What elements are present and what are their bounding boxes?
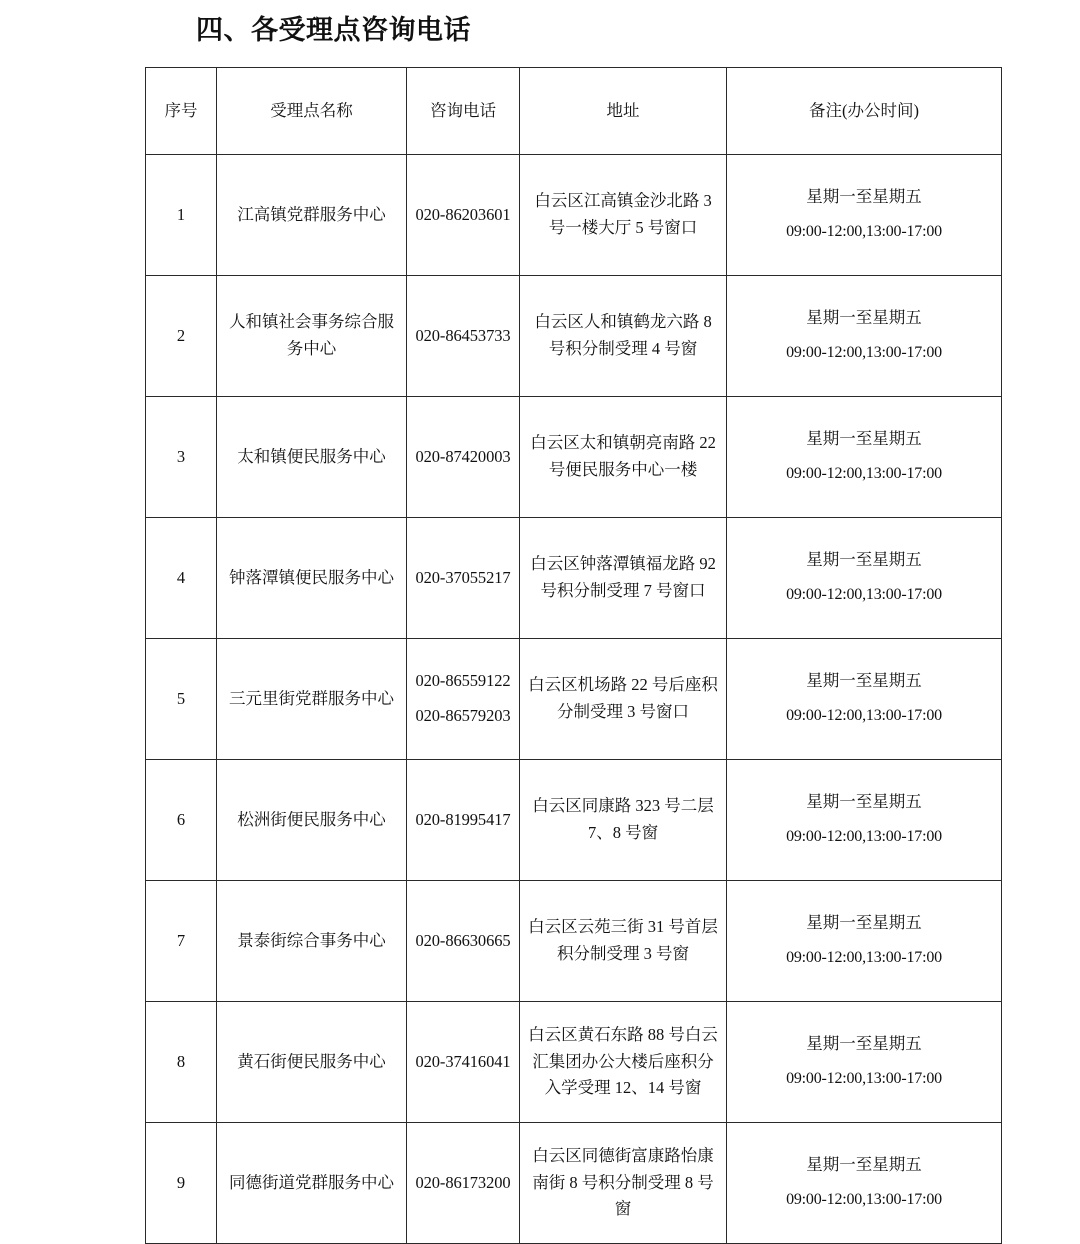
cell-address: 白云区同德街富康路怡康南街 8 号积分制受理 8 号窗 — [520, 1123, 727, 1244]
cell-address: 白云区黄石东路 88 号白云汇集团办公大楼后座积分入学受理 12、14 号窗 — [520, 1002, 727, 1123]
table-row — [146, 276, 1002, 397]
cell-sequence: 1 — [146, 155, 217, 276]
office-hours: 09:00-12:00,13:00-17:00 — [786, 223, 942, 241]
cell-sequence: 5 — [146, 639, 217, 760]
office-days: 星期一至星期五 — [806, 428, 922, 448]
phone-number[interactable]: 020-86173200 — [415, 1172, 511, 1192]
cell-point-name: 黄石街便民服务中心 — [217, 1002, 407, 1123]
cell-point-name: 人和镇社会事务综合服务中心 — [217, 276, 407, 397]
table-row — [146, 155, 1002, 276]
office-days: 星期一至星期五 — [806, 549, 922, 569]
cell-remarks — [727, 639, 1002, 760]
phone-number[interactable]: 020-86453733 — [415, 325, 511, 345]
contact-table-container — [145, 67, 1001, 1244]
office-hours: 09:00-12:00,13:00-17:00 — [786, 949, 942, 967]
table-row — [146, 881, 1002, 1002]
cell-remarks — [727, 881, 1002, 1002]
cell-point-name: 三元里街党群服务中心 — [217, 639, 407, 760]
cell-phone — [407, 155, 520, 276]
column-header-point-name: 受理点名称 — [217, 68, 407, 155]
page-title: 四、各受理点咨询电话 — [196, 15, 471, 45]
cell-sequence: 6 — [146, 760, 217, 881]
office-hours: 09:00-12:00,13:00-17:00 — [786, 344, 942, 362]
cell-phone — [407, 397, 520, 518]
cell-remarks — [727, 1002, 1002, 1123]
cell-point-name: 江高镇党群服务中心 — [217, 155, 407, 276]
cell-address: 白云区人和镇鹤龙六路 8 号积分制受理 4 号窗 — [520, 276, 727, 397]
office-hours: 09:00-12:00,13:00-17:00 — [786, 1070, 942, 1088]
cell-address: 白云区太和镇朝亮南路 22 号便民服务中心一楼 — [520, 397, 727, 518]
cell-remarks — [727, 397, 1002, 518]
table-row — [146, 518, 1002, 639]
table-header — [146, 68, 1002, 155]
cell-phone — [407, 1002, 520, 1123]
cell-address: 白云区江高镇金沙北路 3 号一楼大厅 5 号窗口 — [520, 155, 727, 276]
column-header-remarks: 备注(办公时间) — [727, 68, 1002, 155]
table-row — [146, 1123, 1002, 1244]
cell-remarks — [727, 276, 1002, 397]
cell-sequence: 9 — [146, 1123, 217, 1244]
column-header-phone: 咨询电话 — [407, 68, 520, 155]
phone-number[interactable]: 020-81995417 — [415, 809, 511, 829]
cell-point-name: 钟落潭镇便民服务中心 — [217, 518, 407, 639]
office-days: 星期一至星期五 — [806, 1033, 922, 1053]
cell-sequence: 7 — [146, 881, 217, 1002]
cell-address: 白云区钟落潭镇福龙路 92 号积分制受理 7 号窗口 — [520, 518, 727, 639]
cell-address: 白云区机场路 22 号后座积分制受理 3 号窗口 — [520, 639, 727, 760]
cell-sequence: 8 — [146, 1002, 217, 1123]
cell-remarks — [727, 1123, 1002, 1244]
office-days: 星期一至星期五 — [806, 307, 922, 327]
phone-number[interactable]: 020-86203601 — [415, 204, 511, 224]
cell-remarks — [727, 155, 1002, 276]
cell-point-name: 太和镇便民服务中心 — [217, 397, 407, 518]
office-hours: 09:00-12:00,13:00-17:00 — [786, 828, 942, 846]
office-days: 星期一至星期五 — [806, 670, 922, 690]
cell-point-name: 景泰街综合事务中心 — [217, 881, 407, 1002]
cell-sequence: 3 — [146, 397, 217, 518]
office-days: 星期一至星期五 — [806, 912, 922, 932]
cell-address: 白云区云苑三街 31 号首层积分制受理 3 号窗 — [520, 881, 727, 1002]
table-row — [146, 1002, 1002, 1123]
table-row — [146, 639, 1002, 760]
office-hours: 09:00-12:00,13:00-17:00 — [786, 465, 942, 483]
table-header-row — [146, 68, 1002, 155]
cell-phone — [407, 1123, 520, 1244]
column-header-address: 地址 — [520, 68, 727, 155]
cell-phone — [407, 760, 520, 881]
office-days: 星期一至星期五 — [806, 186, 922, 206]
cell-point-name: 同德街道党群服务中心 — [217, 1123, 407, 1244]
table-row — [146, 760, 1002, 881]
office-hours: 09:00-12:00,13:00-17:00 — [786, 707, 942, 725]
cell-address: 白云区同康路 323 号二层 7、8 号窗 — [520, 760, 727, 881]
cell-phone — [407, 276, 520, 397]
cell-point-name: 松洲街便民服务中心 — [217, 760, 407, 881]
acceptance-point-contact-table — [145, 67, 1002, 1244]
column-header-sequence: 序号 — [146, 68, 217, 155]
cell-phone — [407, 881, 520, 1002]
cell-sequence: 2 — [146, 276, 217, 397]
cell-sequence: 4 — [146, 518, 217, 639]
cell-remarks — [727, 518, 1002, 639]
office-days: 星期一至星期五 — [806, 791, 922, 811]
phone-number[interactable]: 020-86630665 — [415, 930, 511, 950]
office-hours: 09:00-12:00,13:00-17:00 — [786, 586, 942, 604]
office-hours: 09:00-12:00,13:00-17:00 — [786, 1191, 942, 1209]
cell-phone — [407, 639, 520, 760]
table-body — [146, 155, 1002, 1244]
phone-number[interactable]: 020-37416041 — [415, 1051, 511, 1071]
office-days: 星期一至星期五 — [806, 1154, 922, 1174]
phone-number[interactable]: 020-86579203 — [415, 706, 511, 725]
phone-number[interactable]: 020-86559122 — [415, 671, 511, 691]
phone-number[interactable]: 020-87420003 — [415, 446, 511, 466]
phone-number[interactable]: 020-37055217 — [415, 567, 511, 587]
cell-phone — [407, 518, 520, 639]
table-row — [146, 397, 1002, 518]
cell-remarks — [727, 760, 1002, 881]
